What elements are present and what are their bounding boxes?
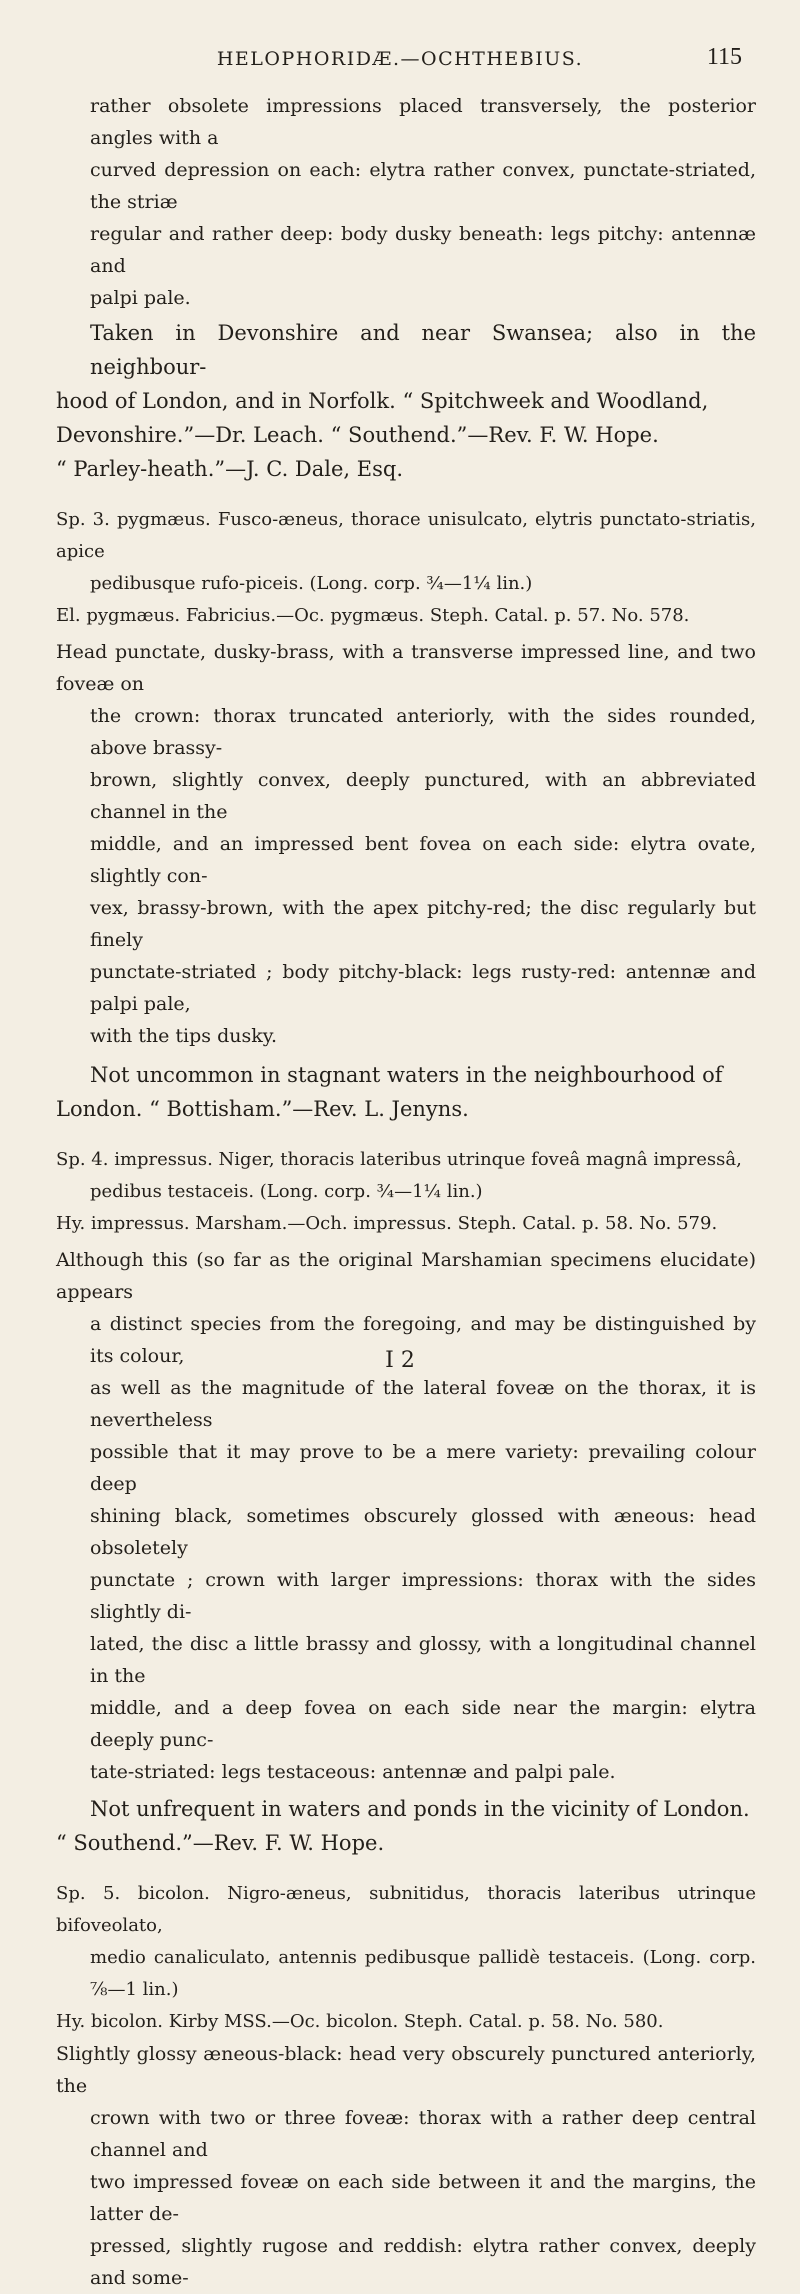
signature-mark: I 2 [385, 1348, 415, 1373]
text-line: Hy. impressus. Marsham.—Och. impressus. Steph. Catal. p. 58. No. 579. [56, 1213, 718, 1234]
text-line: possible that it may prove to be a mere variety: prevailing colour deep [90, 1441, 756, 1495]
text-line: medio canaliculato, antennis pedibusque pallidè testaceis. (Long. corp. ⅞—1 lin.) [90, 1947, 756, 2000]
text-line: Not uncommon in stagnant waters in the neighbourhood of [90, 1063, 723, 1087]
text-line: middle, and an impressed bent fovea on each side: elytra ovate, slightly con- [90, 833, 756, 887]
text-line: “ Southend.”—Rev. F. W. Hope. [56, 1831, 385, 1855]
text-line: Head punctate, dusky-brass, with a transverse impressed line, and two foveæ on [56, 641, 756, 695]
running-title: HELOPHORIDÆ.—OCHTHEBIUS. [216, 48, 584, 70]
text-line: curved depression on each: elytra rather convex, punctate-striated, the striæ [90, 159, 756, 213]
locality-paragraph [56, 1058, 756, 1126]
text-line: vex, brassy-brown, with the apex pitchy-red; the disc regularly but finely [90, 897, 756, 951]
text-line: rather obsolete impressions placed transversely, the posterior angles with a [90, 95, 756, 149]
text-line: with the tips dusky. [90, 1025, 277, 1047]
text-line: regular and rather deep: body dusky beneath: legs pitchy: antennæ and [90, 223, 756, 277]
page-number: 115 [706, 44, 742, 70]
text-line: two impressed foveæ on each side between it and the margins, the latter de- [90, 2171, 756, 2225]
text-line: crown with two or three foveæ: thorax with a rather deep central channel and [90, 2107, 756, 2161]
text-line: “ Parley-heath.”—J. C. Dale, Esq. [56, 457, 403, 481]
species-heading [56, 1878, 756, 2038]
species-description [56, 2038, 756, 2294]
text-line: pedibusque rufo-piceis. (Long. corp. ¾—1¼ lin.) [90, 573, 533, 594]
text-line: punctate-striated ; body pitchy-black: legs rusty-red: antennæ and palpi pale, [90, 961, 756, 1015]
text-line: hood of London, and in Norfolk. “ Spitchweek and Woodland, [56, 389, 709, 413]
text-line: Not unfrequent in waters and ponds in the vicinity of London. [90, 1797, 750, 1821]
locality-paragraph [56, 1792, 756, 1860]
text-line: El. pygmæus. Fabricius.—Oc. pygmæus. Steph. Catal. p. 57. No. 578. [56, 605, 690, 626]
text-line: Slightly glossy æneous-black: head very obscurely punctured anteriorly, the [56, 2043, 756, 2097]
text-line: Sp. 3. pygmæus. Fusco-æneus, thorace unisulcato, elytris punctato-striatis, apice [56, 509, 756, 562]
text-line: pedibus testaceis. (Long. corp. ¾—1¼ lin.) [90, 1181, 483, 1202]
locality-paragraph [56, 316, 756, 486]
text-line: a distinct species from the foregoing, and may be distinguished by its colour, [90, 1313, 756, 1367]
text-line: as well as the magnitude of the lateral foveæ on the thorax, it is nevertheless [90, 1377, 756, 1431]
text-line: punctate ; crown with larger impressions: thorax with the sides slightly di- [90, 1569, 756, 1623]
text-line: the crown: thorax truncated anteriorly, with the sides rounded, above brassy- [90, 705, 756, 759]
text-line: palpi pale. [90, 287, 191, 309]
page-body [56, 90, 756, 2294]
species-heading [56, 1144, 756, 1240]
text-line: middle, and a deep fovea on each side near the margin: elytra deeply punc- [90, 1697, 756, 1751]
text-line: shining black, sometimes obscurely glossed with æneous: head obsoletely [90, 1505, 756, 1559]
text-line: lated, the disc a little brassy and glossy, with a longitudinal channel in the [90, 1633, 756, 1687]
text-line: pressed, slightly rugose and reddish: elytra rather convex, deeply and some- [90, 2235, 756, 2289]
text-line: Although this (so far as the original Marshamian specimens elucidate) appears [56, 1249, 756, 1303]
text-line: tate-striated: legs testaceous: antennæ and palpi pale. [90, 1761, 616, 1783]
text-line: brown, slightly convex, deeply punctured, with an abbreviated channel in the [90, 769, 756, 823]
text-line: Taken in Devonshire and near Swansea; also in the neighbour- [90, 321, 756, 379]
text-line: Hy. bicolon. Kirby MSS.—Oc. bicolon. Steph. Catal. p. 58. No. 580. [56, 2011, 664, 2032]
text-line: Devonshire.”—Dr. Leach. “ Southend.”—Rev. F. W. Hope. [56, 423, 659, 447]
text-line: London. “ Bottisham.”—Rev. L. Jenyns. [56, 1097, 469, 1121]
continued-description [56, 90, 756, 314]
text-line: Sp. 5. bicolon. Nigro-æneus, subnitidus, thoracis lateribus utrinque bifoveolato, [56, 1883, 756, 1936]
species-description [56, 1244, 756, 1788]
text-line: Sp. 4. impressus. Niger, thoracis lateribus utrinque foveâ magnâ impressâ, [56, 1149, 742, 1170]
species-heading [56, 504, 756, 632]
species-description [56, 636, 756, 1052]
page-header [0, 44, 800, 76]
